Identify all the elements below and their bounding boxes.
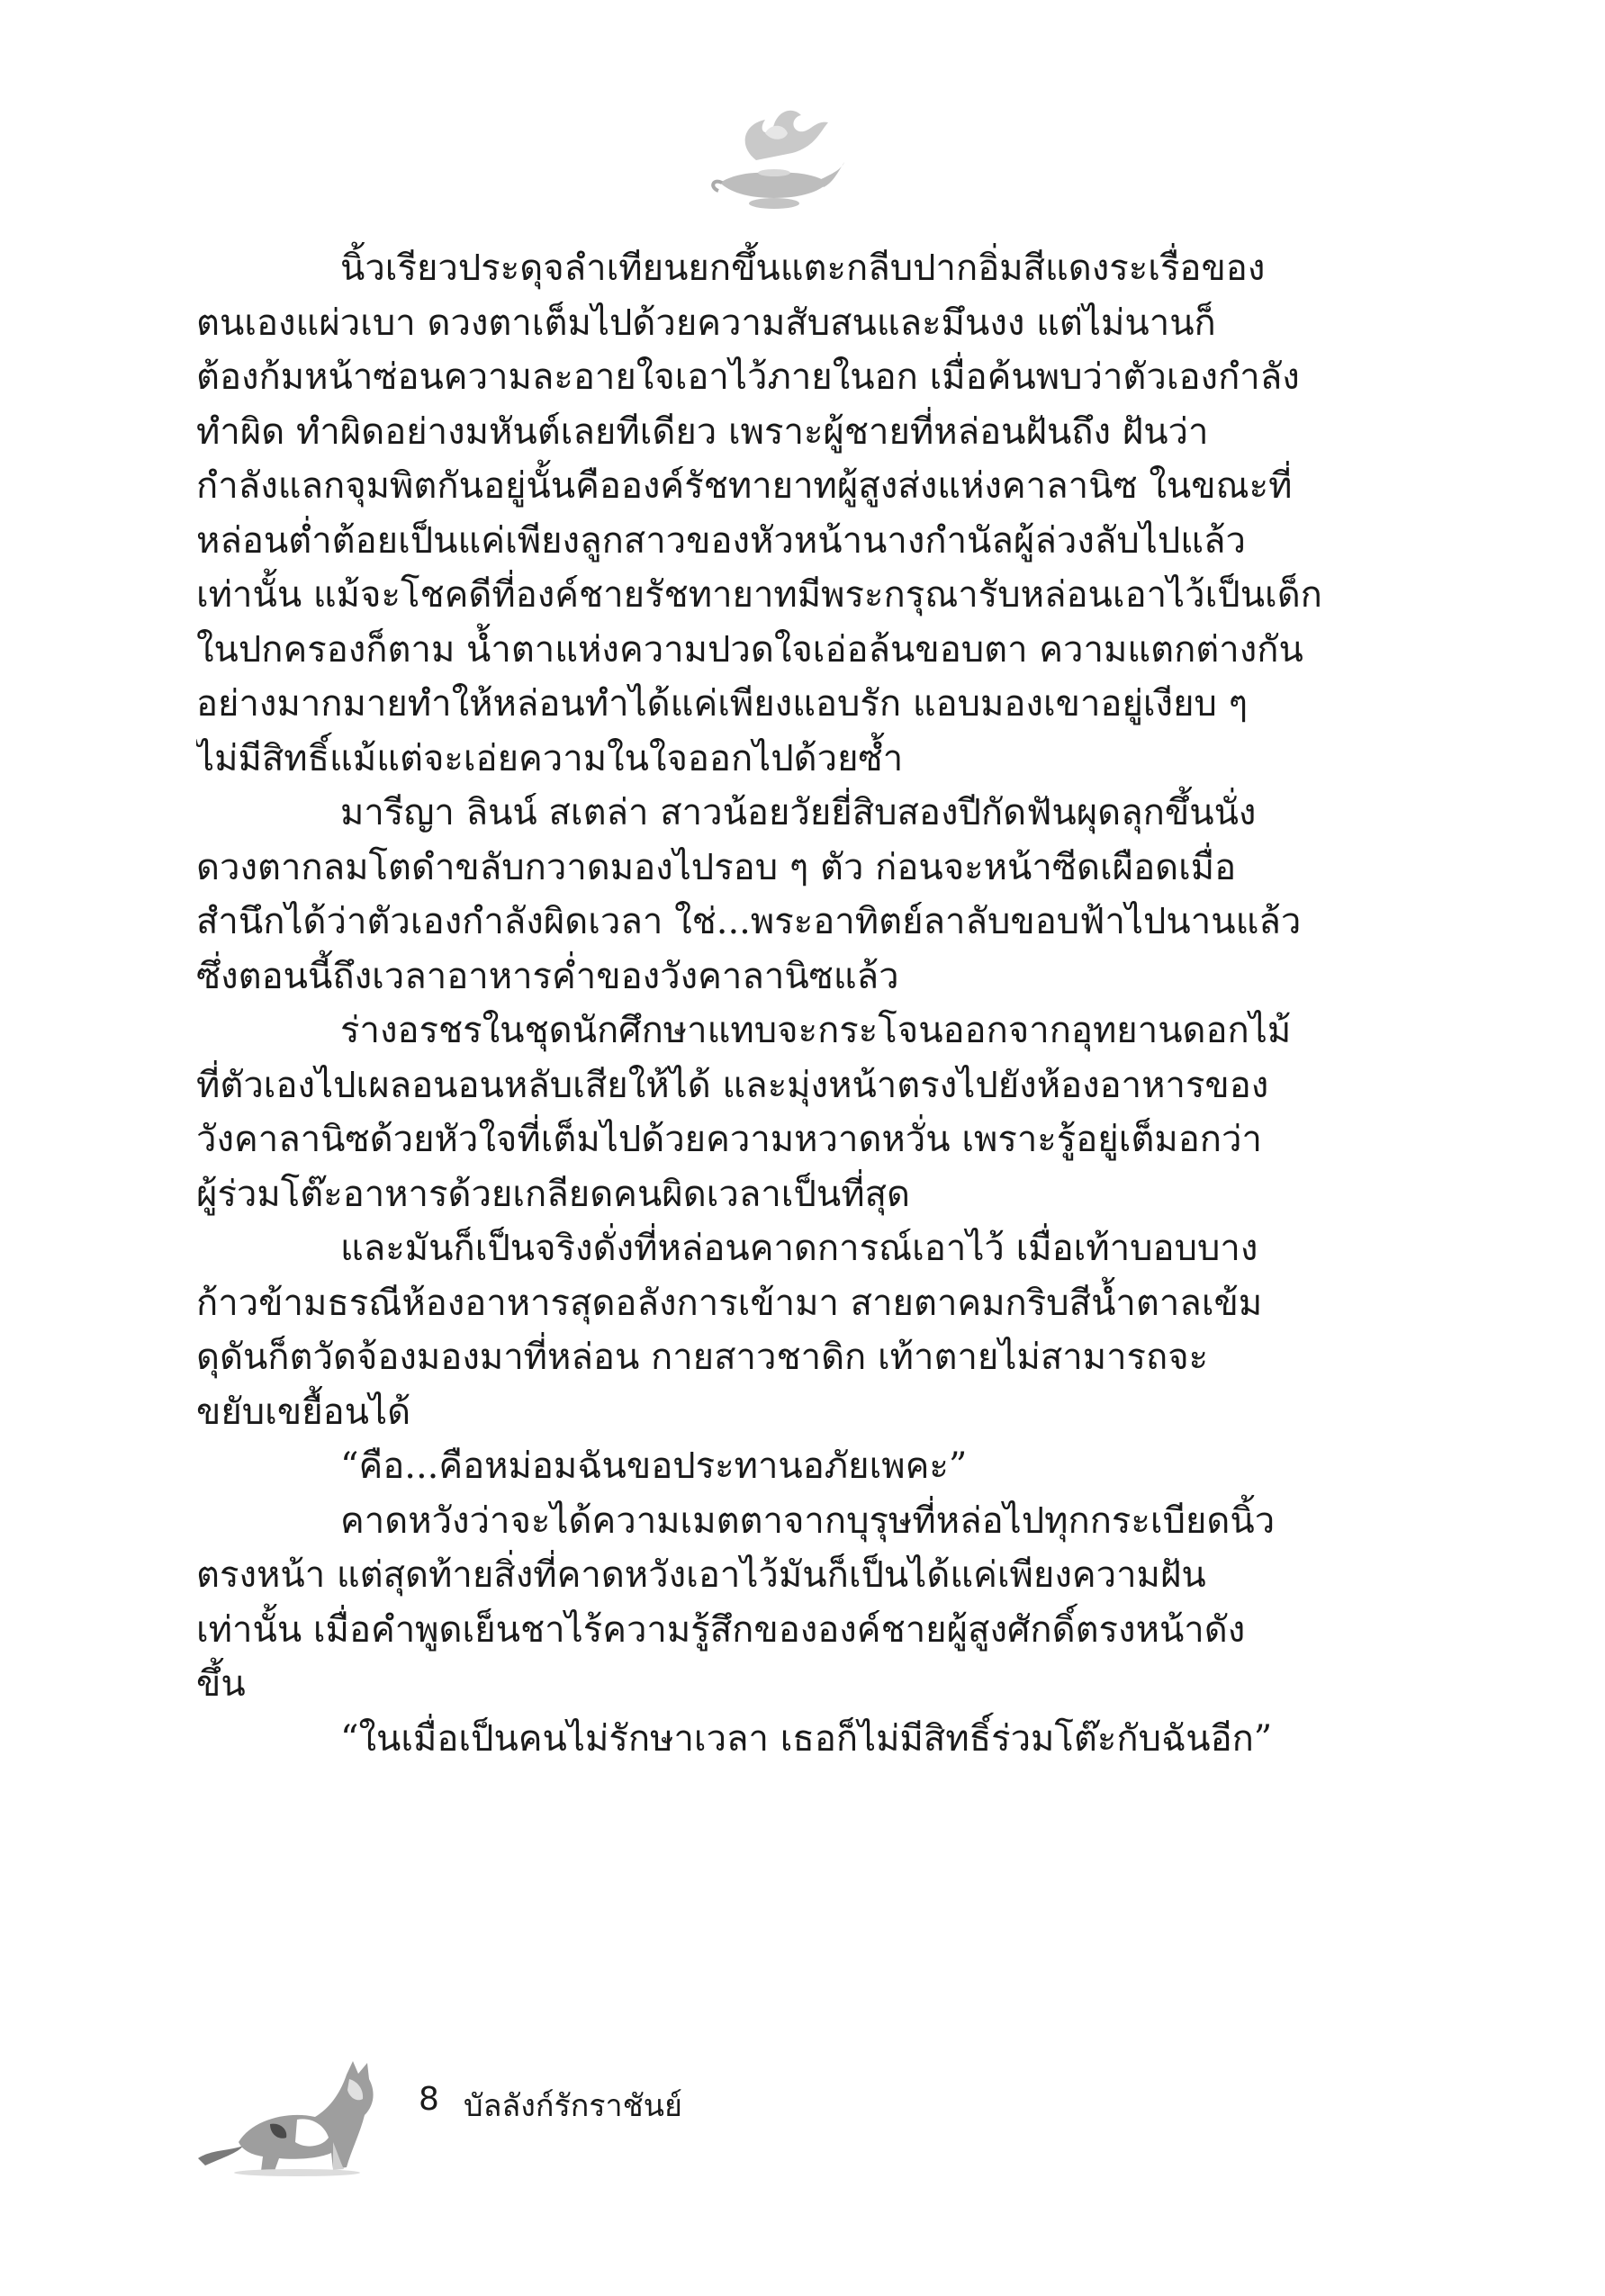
page-footer <box>189 2052 819 2178</box>
cat-icon <box>189 2052 405 2178</box>
paragraph-line: เท่านั้น แม้จะโชคดีที่องค์ชายรัชทายาทมีพระกรุณารับหล่อนเอาไว้เป็นเด็ก <box>196 574 1322 616</box>
paragraph-line: ที่ตัวเองไปเผลอนอนหลับเสียให้ได้ และมุ่งหน้าตรงไปยังห้องอาหารของ <box>196 1064 1269 1106</box>
paragraph-line: ดุดันก็ตวัดจ้องมองมาที่หล่อน กายสาวชาดิก เท้าตายไม่สามารถจะ <box>196 1337 1209 1378</box>
paragraph-line: ก้าวข้ามธรณีห้องอาหารสุดอลังการเข้ามา สายตาคมกริบสีน้ำตาลเข้ม <box>196 1282 1263 1324</box>
paragraph-line: ทำผิด ทำผิดอย่างมหันต์เลยทีเดียว เพราะผู้ชายที่หล่อนฝันถึง ฝันว่า <box>196 410 1209 453</box>
dialogue-line: “ในเมื่อเป็นคนไม่รักษาเวลา เธอก็ไม่มีสิทธิ์ร่วมโต๊ะกับฉันอีก” <box>340 1717 1273 1760</box>
paragraph-line: ตนเองแผ่วเบา ดวงตาเต็มไปด้วยความสับสนและมึนงง แต่ไม่นานก็ <box>196 302 1216 344</box>
paragraph-line: ไม่มีสิทธิ์แม้แต่จะเอ่ยความในใจออกไปด้วยซ้ำ <box>196 737 904 779</box>
paragraph-line: และมันก็เป็นจริงดั่งที่หล่อนคาดการณ์เอาไว้ เมื่อเท้าบอบบาง <box>340 1228 1258 1269</box>
book-title: บัลลังก์รักราชันย์ <box>464 2088 682 2124</box>
paragraph-line: ผู้ร่วมโต๊ะอาหารด้วยเกลียดคนผิดเวลาเป็นที่สุด <box>196 1173 910 1215</box>
page-number: 8 <box>419 2081 439 2118</box>
body-text <box>196 241 1341 1766</box>
paragraph-line: ร่างอรชรในชุดนักศึกษาแทบจะกระโจนออกจากอุทยานดอกไม้ <box>340 1010 1292 1051</box>
paragraph-line: หล่อนต่ำต้อยเป็นแค่เพียงลูกสาวของหัวหน้านางกำนัลผู้ล่วงลับไปแล้ว <box>196 519 1247 562</box>
paragraph-line: อย่างมากมายทำให้หล่อนทำได้แค่เพียงแอบรัก แอบมองเขาอยู่เงียบ ๆ <box>196 683 1249 725</box>
paragraph-line: สำนึกได้ว่าตัวเองกำลังผิดเวลา ใช่...พระอาทิตย์ลาลับขอบฟ้าไปนานแล้ว <box>196 901 1302 942</box>
paragraph-line: คาดหวังว่าจะได้ความเมตตาจากบุรุษที่หล่อไปทุกกระเบียดนิ้ว <box>340 1499 1276 1542</box>
paragraph-line: นิ้วเรียวประดุจลำเทียนยกขึ้นแตะกลีบปากอิ่มสีแดงระเรื่อของ <box>340 248 1266 289</box>
genie-lamp-icon <box>702 97 846 214</box>
dialogue-line: “คือ...คือหม่อมฉันขอประทานอภัยเพคะ” <box>340 1445 968 1487</box>
paragraph-line: ต้องก้มหน้าซ่อนความละอายใจเอาไว้ภายในอก เมื่อค้นพบว่าตัวเองกำลัง <box>196 356 1300 398</box>
paragraph-line: กำลังแลกจุมพิตกันอยู่นั้นคือองค์รัชทายาทผู้สูงส่งแห่งคาลานิซ ในขณะที่ <box>196 465 1293 507</box>
paragraph-line: ขยับเขยื้อนได้ <box>196 1391 411 1433</box>
paragraph-line: ในปกครองก็ตาม น้ำตาแห่งความปวดใจเอ่อล้นขอบตา ความแตกต่างกัน <box>196 628 1303 671</box>
paragraph-line: ซึ่งตอนนี้ถึงเวลาอาหารค่ำของวังคาลานิซแล้ว <box>196 955 899 997</box>
paragraph-line: ดวงตากลมโตดำขลับกวาดมองไปรอบ ๆ ตัว ก่อนจะหน้าซีดเผือดเมื่อ <box>196 846 1237 888</box>
paragraph-line: เท่านั้น เมื่อคำพูดเย็นชาไร้ความรู้สึกขององค์ชายผู้สูงศักดิ์ตรงหน้าดัง <box>196 1608 1246 1651</box>
paragraph-line: วังคาลานิซด้วยหัวใจที่เต็มไปด้วยความหวาดหวั่น เพราะรู้อยู่เต็มอกว่า <box>196 1119 1262 1160</box>
paragraph-line: มารีญา ลินน์ สเตล่า สาวน้อยวัยยี่สิบสองปีกัดฟันผุดลุกขึ้นนั่ง <box>340 792 1257 833</box>
paragraph-line: ตรงหน้า แต่สุดท้ายสิ่งที่คาดหวังเอาไว้มันก็เป็นได้แค่เพียงความฝัน <box>196 1554 1206 1596</box>
paragraph-line: ขึ้น <box>196 1663 246 1705</box>
